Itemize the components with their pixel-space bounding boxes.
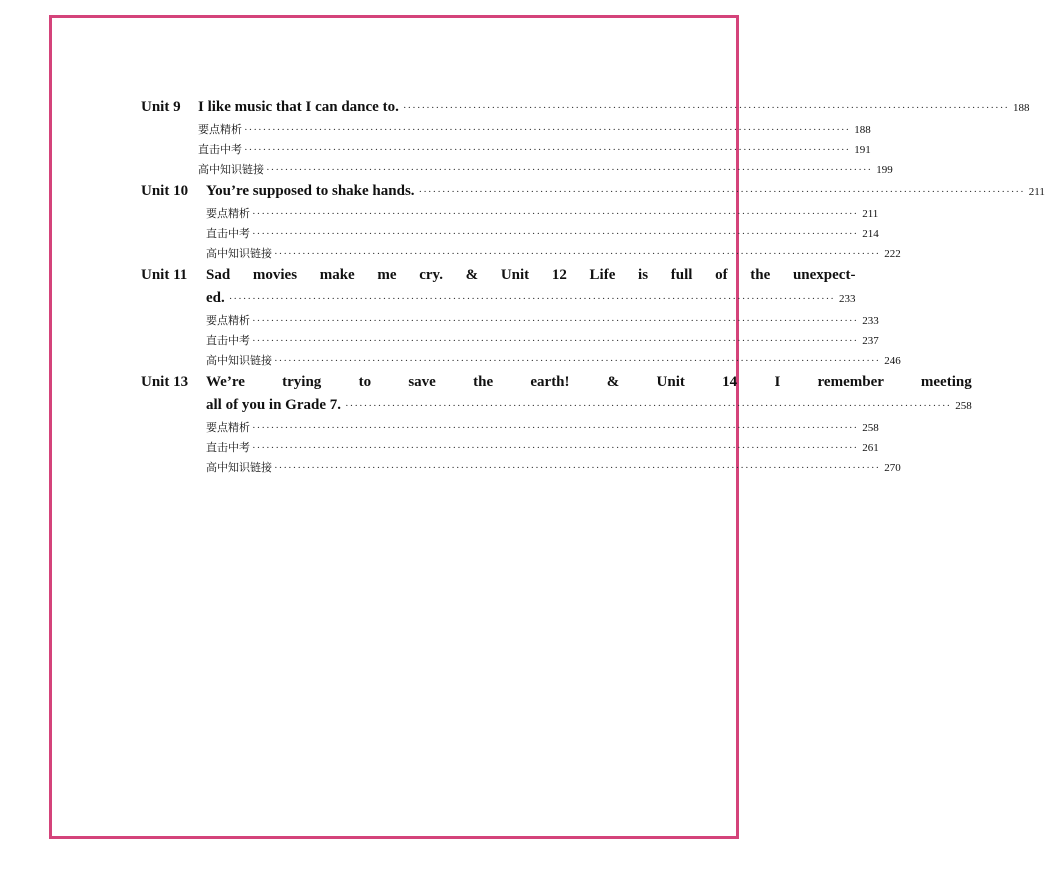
- unit-title-line: ed.: [206, 290, 225, 306]
- toc-subentry[interactable]: [141, 458, 901, 478]
- unit-title-line: all of you in Grade 7.: [206, 397, 342, 413]
- dot-leader: [229, 288, 835, 311]
- unit-title: I like music that I can dance to.: [198, 99, 399, 115]
- subentry-label: 直击中考: [206, 442, 250, 454]
- toc-subentry[interactable]: [141, 160, 893, 180]
- page-number: 237: [862, 335, 879, 347]
- page-number: 258: [955, 400, 972, 412]
- subentry-label: 高中知识链接: [206, 248, 272, 260]
- unit-title-line: Sad movies make me cry. & Unit 12 Life is full of the unexpect-: [206, 267, 856, 283]
- dot-leader: [274, 351, 880, 371]
- page-number: 199: [876, 164, 893, 176]
- unit-number: Unit 9: [141, 99, 181, 115]
- page-number: 211: [862, 208, 879, 220]
- subentry-label: 直击中考: [206, 335, 250, 347]
- dot-leader: [274, 244, 880, 264]
- page-number: 246: [884, 355, 901, 367]
- table-of-contents: [141, 96, 1045, 478]
- page-number: 211: [1028, 186, 1045, 198]
- toc-subentry[interactable]: [141, 244, 901, 264]
- toc-subentry[interactable]: [141, 418, 879, 438]
- dot-leader: [244, 140, 850, 160]
- toc-entry-unit-13[interactable]: [141, 371, 972, 418]
- page-number: 233: [862, 315, 879, 327]
- dot-leader: [252, 438, 858, 458]
- unit-number: Unit 10: [141, 183, 189, 199]
- unit-title: You’re supposed to shake hands.: [206, 183, 415, 199]
- dot-leader: [252, 224, 858, 244]
- toc-entry-unit-11[interactable]: [141, 264, 856, 311]
- page-number: 188: [1013, 102, 1030, 114]
- toc-subentry[interactable]: [141, 438, 879, 458]
- subentry-label: 高中知识链接: [198, 164, 264, 176]
- dot-leader: [274, 458, 880, 478]
- toc-subentry[interactable]: [141, 311, 879, 331]
- toc-subentry[interactable]: [141, 224, 879, 244]
- page-number: 233: [838, 293, 856, 305]
- dot-leader: [419, 181, 1025, 204]
- dot-leader: [266, 160, 872, 180]
- dot-leader: [244, 120, 850, 140]
- subentry-label: 直击中考: [198, 144, 242, 156]
- subentry-label: 要点精析: [206, 422, 250, 434]
- toc-subentry[interactable]: [141, 140, 871, 160]
- unit-title-line: We’re trying to save the earth! & Unit 14 I remember meeting: [206, 374, 972, 390]
- page-number: 270: [884, 462, 901, 474]
- dot-leader: [252, 331, 858, 351]
- toc-subentry[interactable]: [141, 204, 879, 224]
- unit-number: Unit 13: [141, 374, 189, 390]
- toc-entry-unit-10[interactable]: [141, 180, 1045, 204]
- dot-leader: [345, 395, 951, 418]
- unit-number: Unit 11: [141, 267, 188, 283]
- dot-leader: [252, 311, 858, 331]
- subentry-label: 要点精析: [206, 315, 250, 327]
- dot-leader: [252, 418, 858, 438]
- toc-subentry[interactable]: [141, 351, 901, 371]
- page-number: 188: [854, 124, 871, 136]
- page-number: 258: [862, 422, 879, 434]
- toc-subentry[interactable]: [141, 331, 879, 351]
- toc-entry-unit-9[interactable]: [141, 96, 1030, 120]
- page-number: 261: [862, 442, 879, 454]
- dot-leader: [403, 97, 1009, 120]
- dot-leader: [252, 204, 858, 224]
- subentry-label: 要点精析: [198, 124, 242, 136]
- toc-subentry[interactable]: [141, 120, 871, 140]
- subentry-label: 直击中考: [206, 228, 250, 240]
- subentry-label: 高中知识链接: [206, 355, 272, 367]
- page-number: 214: [862, 228, 879, 240]
- subentry-label: 高中知识链接: [206, 462, 272, 474]
- page-number: 191: [854, 144, 871, 156]
- page-number: 222: [884, 248, 901, 260]
- subentry-label: 要点精析: [206, 208, 250, 220]
